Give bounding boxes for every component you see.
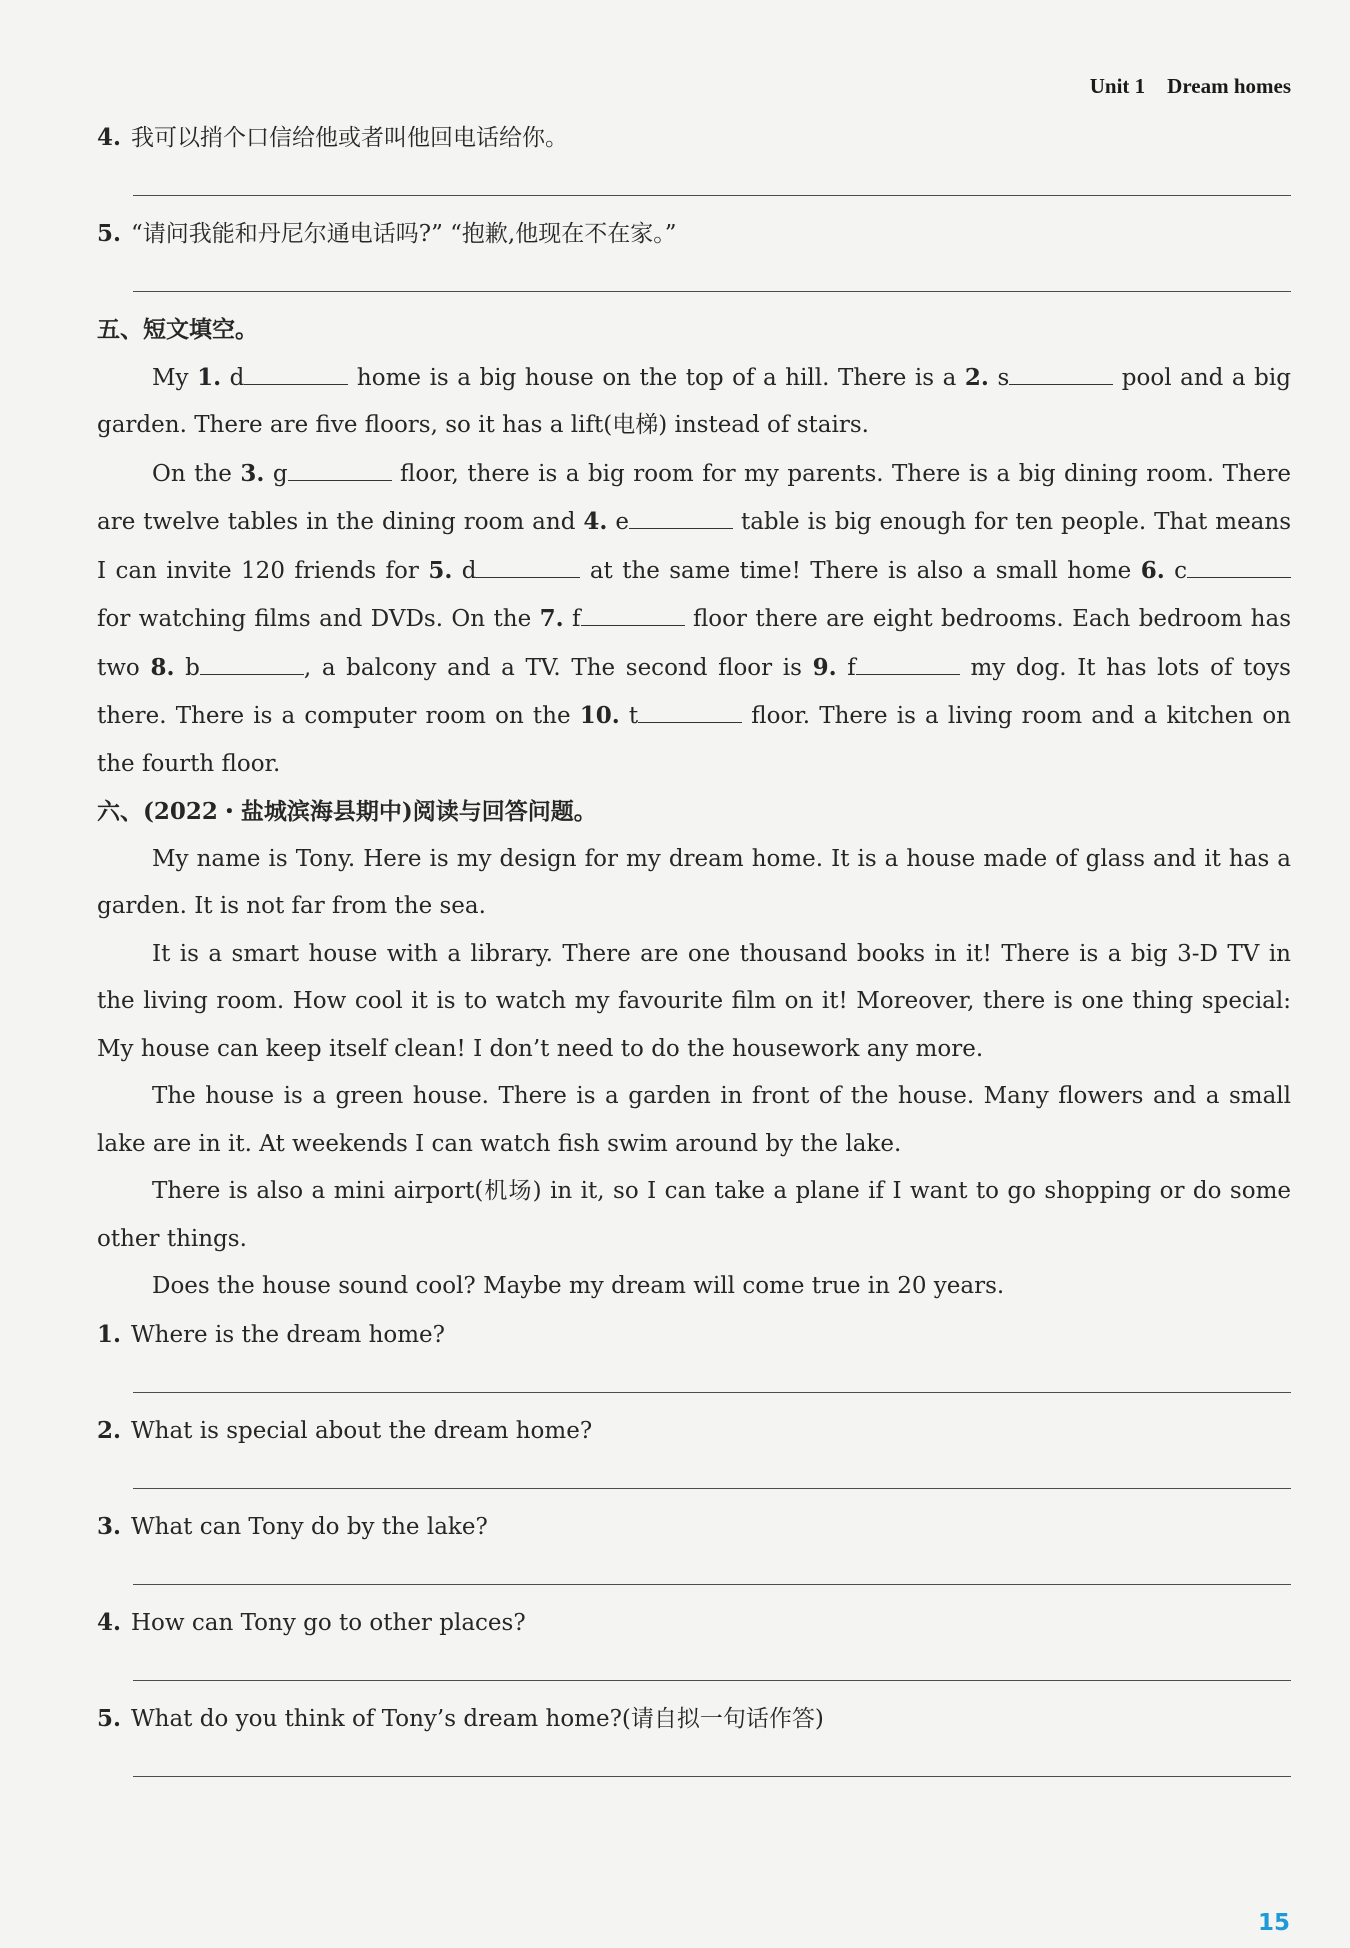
question-text: How can Tony go to other places? [131,1609,526,1636]
blank-number: 8. [150,653,175,681]
cloze-blank-5[interactable] [476,556,580,578]
cloze-blank-3[interactable] [288,459,392,481]
blank-letter: e [607,509,629,535]
question-number: 2. [97,1416,122,1444]
page-number: 15 [1257,1910,1290,1936]
reading-paragraph: Does the house sound cool? Maybe my dream will come true in 20 years. [152,1273,1005,1299]
cloze-blank-2[interactable] [1009,363,1113,385]
cloze-blank-4[interactable] [629,507,733,529]
reading-question-1 [97,1311,1291,1360]
translation-question-4 [97,114,1291,163]
blank-letter: f [563,606,581,632]
cloze-text: My [152,364,198,391]
cloze-blank-10[interactable] [638,701,742,723]
reading-question-2 [97,1407,1291,1456]
reading-paragraph: There is also a mini airport(机场) in it, so I can take a plane if I want to go shopping or do some other things. [97,1178,1291,1252]
cloze-text: floor. There is a living room and a kitchen on the fourth floor. [97,703,1291,777]
reading-question-5 [97,1695,1291,1744]
blank-number: 10. [579,702,620,729]
cloze-text: at the same time! There is also a small home [580,557,1141,584]
cloze-text: pool and a big garden. There are five floors, so it has a lift(电梯) instead of stairs. [97,364,1291,438]
cloze-text: my dog. It has lots of toys there. There is a computer room on the [97,654,1291,729]
blank-letter: d [452,557,477,584]
blank-number: 3. [240,459,265,487]
page-content [97,114,1291,1791]
section-title-reading: 六、(2022・盐城滨海县期中)阅读与回答问题。 [97,798,597,825]
question-text: What can Tony do by the lake? [131,1513,488,1540]
cloze-blank-6[interactable] [1187,556,1291,578]
cloze-text: floor there are eight bedrooms. Each bedroom has two [97,606,1291,681]
question-number: 4. [97,1608,122,1636]
reading-question-3 [97,1503,1291,1552]
reading-paragraph: It is a smart house with a library. There are one thousand books in it! There is a big 3-D TV in the living room. How cool it is to watch my favourite film on it! Moreover, there is one thing special: My house can keep itself clean! I don’t need to do the housework any more. [97,940,1291,1062]
blank-letter: t [619,703,639,729]
blank-letter: d [221,364,245,391]
question-number: 3. [97,1512,122,1540]
blank-number: 4. [583,508,608,535]
cloze-blank-8[interactable] [200,653,304,675]
blank-number: 7. [539,605,564,632]
cloze-text: table is big enough for ten people. That means I can invite 120 friends for [97,509,1292,584]
blank-number: 5. [428,556,453,584]
answer-line[interactable] [133,259,1291,307]
blank-letter: g [264,460,288,487]
reading-paragraph: My name is Tony. Here is my design for my dream home. It is a house made of glass and it has a garden. It is not far from the sea. [97,845,1291,919]
unit-label: Unit 1 [1089,74,1146,98]
question-text: What is special about the dream home? [131,1417,593,1444]
section-title-cloze: 五、短文填空。 [97,316,258,343]
question-number: 5. [97,1704,122,1732]
cloze-blank-9[interactable] [856,653,960,675]
question-text: What do you think of Tony’s dream home?(请自拟一句话作答) [131,1705,824,1732]
blank-number: 2. [964,363,989,391]
blank-letter: c [1164,557,1187,584]
unit-title: Dream homes [1167,74,1291,98]
question-number: 1. [97,1320,122,1348]
question-text: “请问我能和丹尼尔通电话吗?” “抱歉,他现在不在家。” [131,221,677,247]
question-number: 5. [97,220,122,247]
page-header [1090,74,1291,99]
question-text: Where is the dream home? [131,1321,446,1348]
cloze-blank-7[interactable] [581,604,685,626]
answer-line[interactable] [133,163,1291,211]
cloze-paragraph-1 [97,354,1291,450]
question-text: 我可以捎个口信给他或者叫他回电话给你。 [131,125,568,151]
answer-line[interactable] [133,1551,1291,1599]
cloze-blank-1[interactable] [244,363,348,385]
reading-question-4 [97,1599,1291,1648]
blank-number: 9. [812,653,837,681]
cloze-text: floor, there is a big room for my parents. There is a big dining room. There are twelve tables in the dining room and [97,460,1291,535]
cloze-text: On the [152,460,241,487]
reading-paragraph: The house is a green house. There is a garden in front of the house. Many flowers and a small lake are in it. At weekends I can watch fish swim around by the lake. [97,1083,1291,1157]
blank-letter: s [988,364,1010,391]
answer-line[interactable] [133,1647,1291,1695]
answer-line[interactable] [133,1359,1291,1407]
answer-line[interactable] [133,1743,1291,1791]
cloze-text: for watching films and DVDs. On the [97,606,540,632]
translation-question-5 [97,210,1291,259]
cloze-text: home is a big house on the top of a hill. There is a [348,364,965,391]
answer-line[interactable] [133,1455,1291,1503]
blank-number: 6. [1140,556,1165,584]
question-number: 4. [97,124,122,151]
blank-letter: f [836,654,856,681]
cloze-paragraph-2 [97,450,1291,789]
blank-letter: b [174,654,200,681]
blank-number: 1. [197,363,222,391]
cloze-text: , a balcony and a TV. The second floor is [303,654,813,681]
